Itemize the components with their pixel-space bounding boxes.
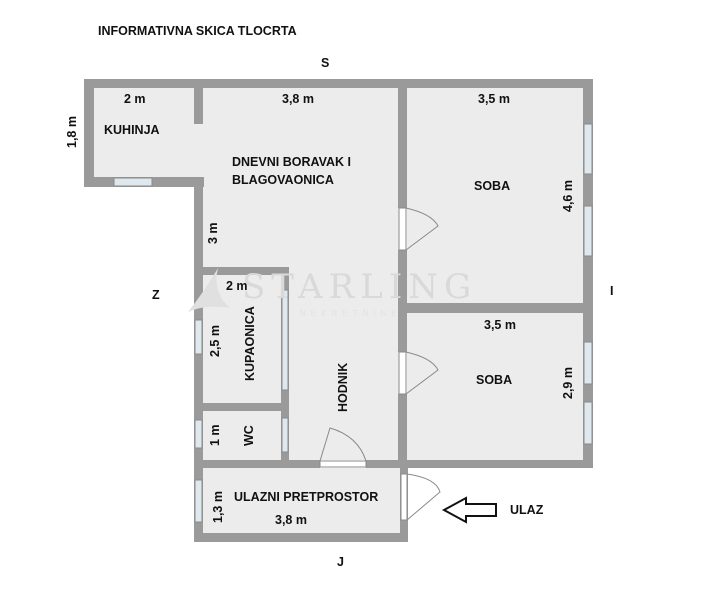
wall-north-left [84,79,400,88]
wall-wc-south [194,460,320,468]
bedroom1-name: SOBA [474,179,511,193]
compass-south: J [337,555,344,569]
bathroom-depth: 2,5 m [208,325,222,357]
wall-center-upper [398,88,407,208]
wall-kitchen-west [84,79,94,187]
watermark-sub: NEKRETNINE [300,309,402,318]
living-width: 3,8 m [282,92,314,106]
window-kitchen [114,178,152,186]
bathroom-name: KUPAONICA [243,306,257,381]
bedroom1-depth: 4,6 m [561,180,575,212]
vestibule-width: 3,8 m [275,513,307,527]
living-depth: 3 m [206,222,220,244]
compass-west: Z [152,288,160,302]
watermark-main: STARLING [242,267,478,307]
entrance-label: ULAZ [510,503,544,517]
wall-south [194,533,408,542]
plan-title: INFORMATIVNA SKICA TLOCRTA [98,24,297,38]
window-vestibule [195,480,202,522]
window-wc [195,420,202,448]
compass-north: S [321,56,330,70]
wc-depth: 1 m [208,424,222,446]
window-bathroom [195,320,202,354]
hallway-name: HODNIK [336,362,350,412]
bedroom2-name: SOBA [476,373,513,387]
wall-hall-south-right [366,460,408,468]
wall-north-right [400,79,593,88]
window-bedroom1-a [584,124,592,174]
wall-bedroom-south [400,460,593,468]
living-name-line2: BLAGOVAONICA [232,173,334,187]
wall-bath-wc [194,403,289,411]
door-entrance [401,474,440,520]
living-name-line1: DNEVNI BORAVAK I [232,155,351,169]
partition-wc [282,418,288,452]
wall-center-lower [398,394,407,468]
wall-west-upper [194,177,203,269]
bedroom2-width: 3,5 m [484,318,516,332]
window-bedroom1-b [584,206,592,256]
vestibule-name: ULAZNI PRETPROSTOR [234,490,379,504]
wall-kitchen-divider [194,88,203,124]
bedroom1-width: 3,5 m [478,92,510,106]
window-bedroom2-a [584,342,592,384]
window-bedroom2-b [584,402,592,444]
bathroom-width: 2 m [226,279,248,293]
bedroom2-depth: 2,9 m [561,367,575,399]
wc-name: WC [242,425,256,446]
vestibule-depth: 1,3 m [211,491,225,523]
compass-east: I [610,284,614,298]
kitchen-width: 2 m [124,92,146,106]
entrance-arrow-icon [444,498,496,522]
kitchen-depth: 1,8 m [65,116,79,148]
kitchen-name: KUHINJA [104,123,160,137]
